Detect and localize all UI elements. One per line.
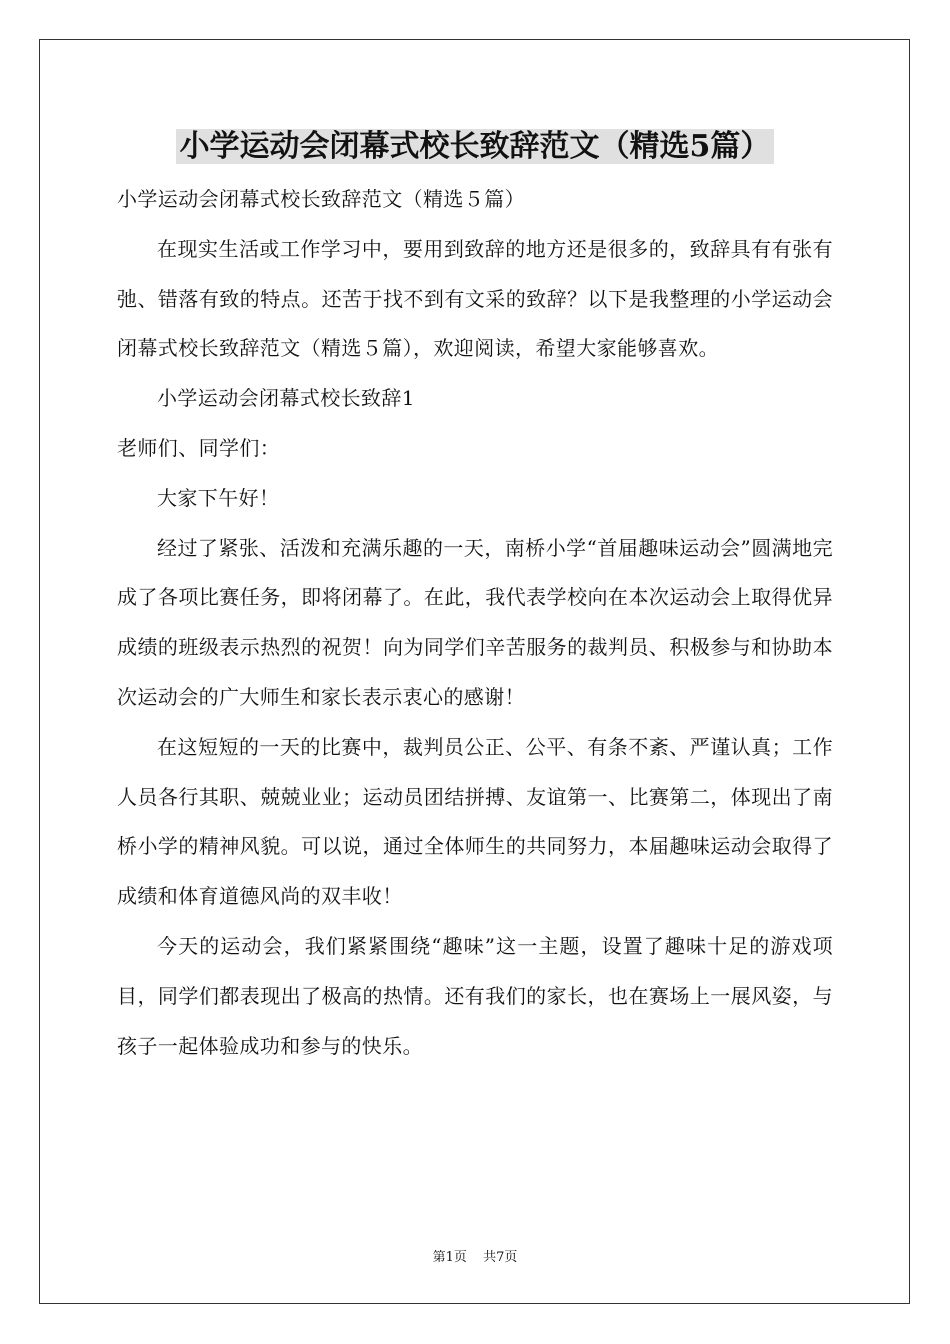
document-body <box>117 175 833 1071</box>
page-number-total: 共7页 <box>483 1250 518 1265</box>
paragraph-intro: 在现实生活或工作学习中，要用到致辞的地方还是很多的，致辞具有有张有弛、错落有致的特点。还苦于找不到有文采的致辞？以下是我整理的小学运动会闭幕式校长致辞范文（精选５篇），欢迎阅读，希望大家能够喜欢。 <box>117 236 833 361</box>
paragraph-body: 在这短短的一天的比赛中，裁判员公正、公平、有条不紊、严谨认真；工作人员各行其职、兢兢业业；运动员团结拼搏、友谊第一、比赛第二，体现出了南桥小学的精神风貌。可以说，通过全体师生的共同努力，本届趣味运动会取得了成绩和体育道德风尚的双丰收！ <box>117 734 833 909</box>
paragraph-subtitle: 小学运动会闭幕式校长致辞范文（精选５篇） <box>117 187 525 211</box>
section-heading: 小学运动会闭幕式校长致辞1 <box>157 386 415 411</box>
paragraph-body: 今天的运动会，我们紧紧围绕“趣味”这一主题，设置了趣味十足的游戏项目，同学们都表现出了极高的热情。还有我们的家长，也在赛场上一展风姿，与孩子一起体验成功和参与的快乐。 <box>117 933 833 1058</box>
document-title-text: 小学运动会闭幕式校长致辞范文（精选5篇） <box>176 129 775 164</box>
paragraph-greeting: 大家下午好！ <box>157 485 280 510</box>
page-footer <box>0 1248 950 1268</box>
document-title <box>0 122 950 172</box>
paragraph-salutation: 老师们、同学们： <box>117 435 281 460</box>
paragraph-body: 经过了紧张、活泼和充满乐趣的一天，南桥小学“首届趣味运动会”圆满地完成了各项比赛任务，即将闭幕了。在此，我代表学校向在本次运动会上取得优异成绩的班级表示热烈的祝贺！向为同学们辛苦服务的裁判员、积极参与和协助本次运动会的广大师生和家长表示衷心的感谢！ <box>117 535 833 709</box>
page-number-current: 第1页 <box>432 1250 467 1265</box>
